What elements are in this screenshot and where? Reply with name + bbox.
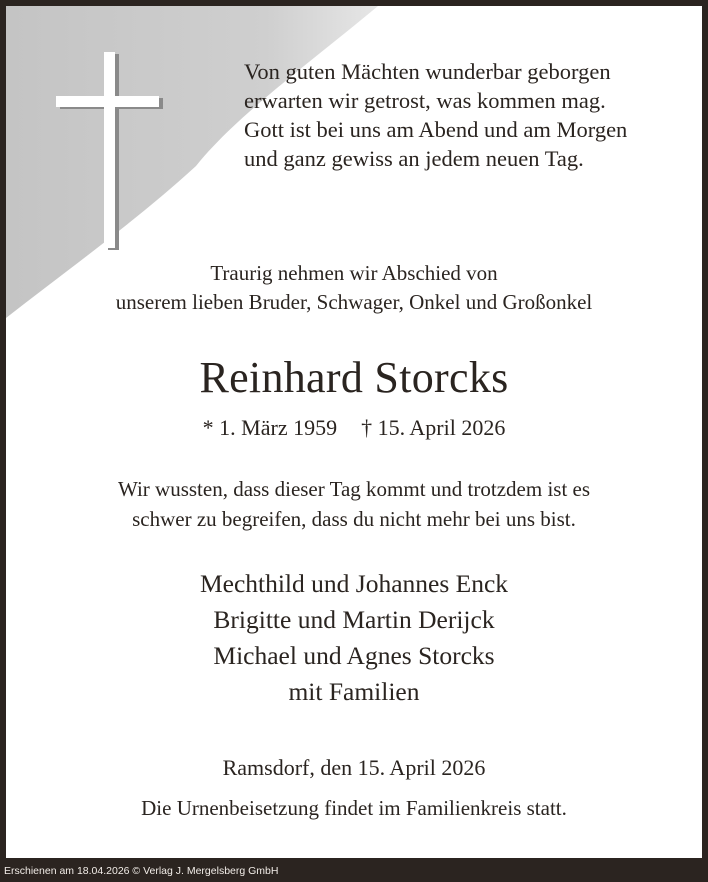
life-dates (6, 413, 702, 443)
latin-cross-icon (6, 6, 206, 266)
mourners-list (6, 566, 702, 710)
death-date: † 15. April 2026 (361, 415, 506, 440)
quote-line: schwer zu begreifen, dass du nicht mehr bei uns bist. (132, 507, 576, 531)
poem-line: und ganz gewiss an jedem neuen Tag. (244, 146, 584, 171)
intro-text (6, 259, 702, 317)
poem-line: Von guten Mächten wunderbar geborgen (244, 59, 611, 84)
intro-line: Traurig nehmen wir Abschied von (210, 261, 498, 285)
birth-date: * 1. März 1959 (202, 415, 338, 440)
poem-line: erwarten wir getrost, was kommen mag. (244, 88, 606, 113)
quote-line: Wir wussten, dass dieser Tag kommt und trotzdem ist es (117, 477, 591, 501)
burial-note: Die Urnenbeisetzung findet im Familienkreis statt. (141, 796, 567, 820)
poem-line: Gott ist bei uns am Abend und am Morgen (244, 117, 628, 142)
deceased-name: Reinhard Storcks (199, 353, 509, 402)
place-date: Ramsdorf, den 15. April 2026 (222, 755, 486, 780)
mourner-line: Mechthild und Johannes Enck (199, 569, 509, 598)
intro-line: unserem lieben Bruder, Schwager, Onkel und Großonkel (115, 290, 593, 314)
mourner-line: mit Familien (288, 677, 420, 706)
quote-text (6, 474, 702, 534)
publication-footer: Erschienen am 18.04.2026 © Verlag J. Mergelsberg GmbH (4, 865, 279, 877)
mourner-line: Brigitte und Martin Derijck (213, 605, 495, 634)
mourner-line: Michael und Agnes Storcks (213, 641, 495, 670)
obituary-card (6, 6, 702, 858)
poem (244, 57, 627, 173)
